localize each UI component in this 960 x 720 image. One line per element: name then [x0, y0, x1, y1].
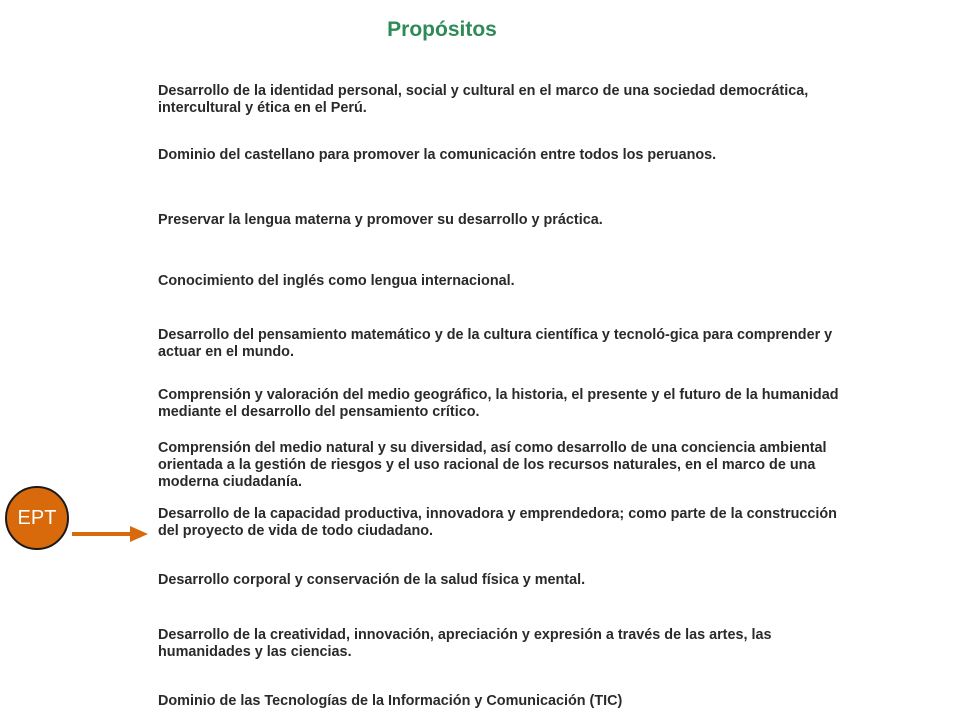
ept-badge: EPT: [5, 486, 69, 550]
purpose-item-10: Desarrollo de la creatividad, innovación, apreciación y expresión a través de las artes, las humanidades y las ciencias.: [158, 627, 772, 660]
purpose-item-5: Desarrollo del pensamiento matemático y de la cultura científica y tecnoló-gica para comprender y actuar en el mundo.: [158, 327, 833, 360]
purpose-item-2: Dominio del castellano para promover la comunicación entre todos los peruanos.: [158, 147, 717, 163]
purpose-item-8: Desarrollo de la capacidad productiva, innovadora y emprendedora; como parte de la construcción del proyecto de vida de todo ciudadano.: [158, 506, 837, 539]
purpose-item-9: Desarrollo corporal y conservación de la salud física y mental.: [158, 572, 586, 588]
purpose-item-1: Desarrollo de la identidad personal, social y cultural en el marco de una sociedad democrática, intercultural y ética en el Perú.: [158, 83, 809, 116]
arrow-right-icon: [72, 524, 152, 544]
slide-title: Propósitos: [387, 18, 497, 41]
purpose-item-3: Preservar la lengua materna y promover su desarrollo y práctica.: [158, 212, 603, 228]
purpose-item-7: Comprensión del medio natural y su diversidad, así como desarrollo de una conciencia ambiental orientada a la gestión de riesgos y el uso racional de los recursos naturales, en el marco de una moderna ciudadanía.: [158, 440, 827, 490]
purpose-item-11: Dominio de las Tecnologías de la Información y Comunicación (TIC): [158, 693, 623, 709]
purpose-item-6: Comprensión y valoración del medio geográfico, la historia, el presente y el futuro de la humanidad mediante el desarrollo del pensamiento crítico.: [158, 387, 839, 420]
purpose-item-4: Conocimiento del inglés como lengua internacional.: [158, 273, 515, 289]
